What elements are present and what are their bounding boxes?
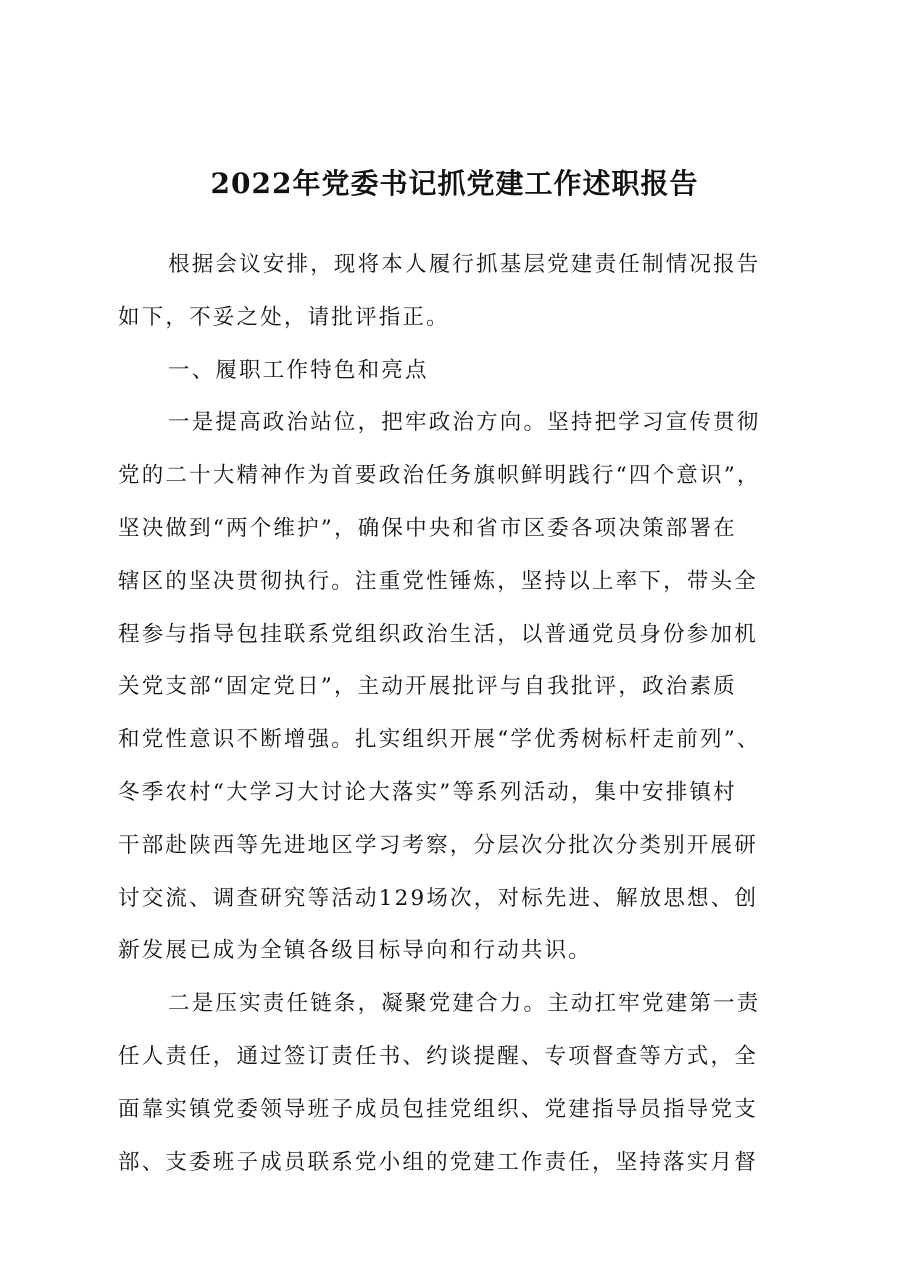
- paragraph-line: 一是提高政治站位，把牢政治方向。坚持把学习宣传贯彻: [168, 410, 761, 436]
- paragraph-line: 关党支部“固定党日”，主动开展批评与自我批评，政治素质: [118, 674, 737, 700]
- paragraph-line: 辖区的坚决贯彻执行。注重党性锤炼，坚持以上率下，带头全: [118, 568, 758, 594]
- paragraph-line: 根据会议安排，现将本人履行抓基层党建责任制情况报告: [168, 252, 761, 277]
- paragraph-line: 任人责任，通过签订责任书、约谈提醒、专项督查等方式，全: [118, 1043, 758, 1069]
- document-body: [118, 239, 808, 1189]
- paragraph-line: 面靠实镇党委领导班子成员包挂党组织、党建指导员指导党支: [118, 1096, 758, 1122]
- paragraph-line: 二是压实责任链条，凝聚党建合力。主动扛牢党建第一责: [168, 991, 761, 1017]
- document-title: 2022年党委书记抓党建工作述职报告: [210, 167, 699, 200]
- paragraph-line: 党的二十大精神作为首要政治任务旗帜鲜明践行“四个意识”，: [118, 463, 761, 489]
- paragraph-line: 和党性意识不断增强。扎实组织开展“学优秀树标杆走前列”、: [118, 727, 761, 753]
- section-heading: 一、履职工作特色和亮点: [168, 357, 429, 383]
- paragraph-line: 程参与指导包挂联系党组织政治生活，以普通党员身份参加机: [118, 621, 758, 647]
- paragraph-line: 冬季农村“大学习大讨论大落实”等系列活动，集中安排镇村: [118, 779, 737, 805]
- paragraph-line: 干部赴陕西等先进地区学习考察，分层次分批次分类别开展研: [118, 832, 758, 858]
- paragraph-line: 新发展已成为全镇各级目标导向和行动共识。: [118, 938, 593, 964]
- paragraph-line: 如下，不妥之处，请批评指正。: [118, 304, 450, 330]
- paragraph-line: 讨交流、调查研究等活动129场次，对标先进、解放思想、创: [118, 885, 759, 911]
- paragraph-line: 部、支委班子成员联系党小组的党建工作责任，坚持落实月督: [118, 1149, 758, 1175]
- paragraph-line: 坚决做到“两个维护”，确保中央和省市区委各项决策部署在: [118, 515, 737, 541]
